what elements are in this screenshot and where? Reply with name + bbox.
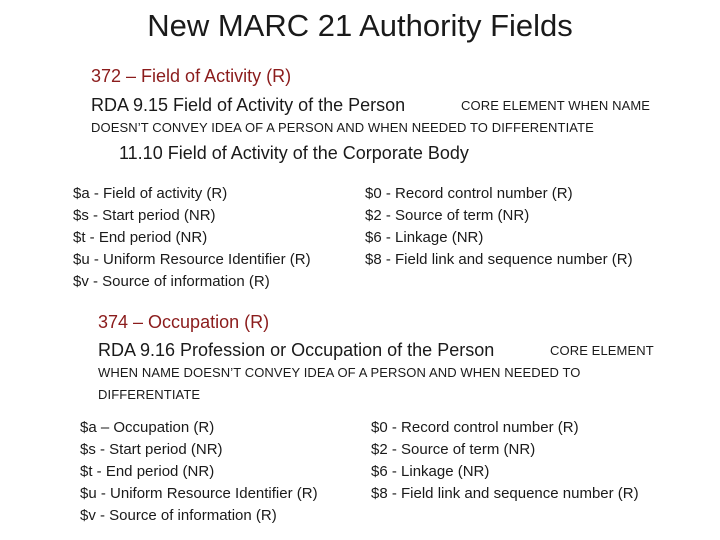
page-title: New MARC 21 Authority Fields — [147, 8, 573, 43]
subfield-item: $0 - Record control number (R) — [365, 185, 573, 202]
subfield-item: $2 - Source of term (NR) — [365, 207, 530, 224]
field-372-subfields-right — [365, 183, 633, 271]
subfield-item: $v - Source of information (R) — [73, 273, 270, 290]
field-374-core-note-line3: DIFFERENTIATE — [98, 387, 201, 402]
subfield-item: $2 - Source of term (NR) — [371, 441, 536, 458]
subfield-item: $a – Occupation (R) — [80, 419, 215, 436]
subfield-item: $0 - Record control number (R) — [371, 419, 579, 436]
field-374-subfields-right — [371, 417, 639, 505]
subfield-item: $u - Uniform Resource Identifier (R) — [73, 251, 311, 268]
subfield-item: $8 - Field link and sequence number (R) — [371, 485, 639, 502]
field-372-core-note-line2: DOESN’T CONVEY IDEA OF A PERSON AND WHEN NEEDED TO DIFFERENTIATE — [91, 120, 594, 135]
subfield-item: $6 - Linkage (NR) — [371, 463, 490, 480]
field-374-rda-rule: RDA 9.16 Profession or Occupation of the Person — [98, 340, 495, 360]
field-372-corporate-rda-rule: 11.10 Field of Activity of the Corporate Body — [119, 143, 469, 163]
subfield-item: $6 - Linkage (NR) — [365, 229, 484, 246]
subfield-item: $s - Start period (NR) — [80, 441, 223, 458]
subfield-item: $8 - Field link and sequence number (R) — [365, 251, 633, 268]
field-372-core-note-line1: CORE ELEMENT WHEN NAME — [461, 98, 651, 113]
field-372-rda-rule: RDA 9.15 Field of Activity of the Person — [91, 95, 406, 115]
subfield-item: $u - Uniform Resource Identifier (R) — [80, 485, 318, 502]
field-372-heading: 372 – Field of Activity (R) — [91, 66, 292, 86]
field-372-subfields-left — [73, 183, 311, 293]
subfield-item: $s - Start period (NR) — [73, 207, 216, 224]
subfield-item: $a - Field of activity (R) — [73, 185, 228, 202]
field-374-subfields-left — [80, 417, 318, 527]
subfield-item: $t - End period (NR) — [73, 229, 208, 246]
field-374-core-note-line1: CORE ELEMENT — [550, 343, 654, 358]
subfield-item: $v - Source of information (R) — [80, 507, 277, 524]
subfield-item: $t - End period (NR) — [80, 463, 215, 480]
field-374-core-note-line2: WHEN NAME DOESN’T CONVEY IDEA OF A PERSON AND WHEN NEEDED TO — [98, 365, 581, 380]
field-374-heading: 374 – Occupation (R) — [98, 312, 270, 332]
